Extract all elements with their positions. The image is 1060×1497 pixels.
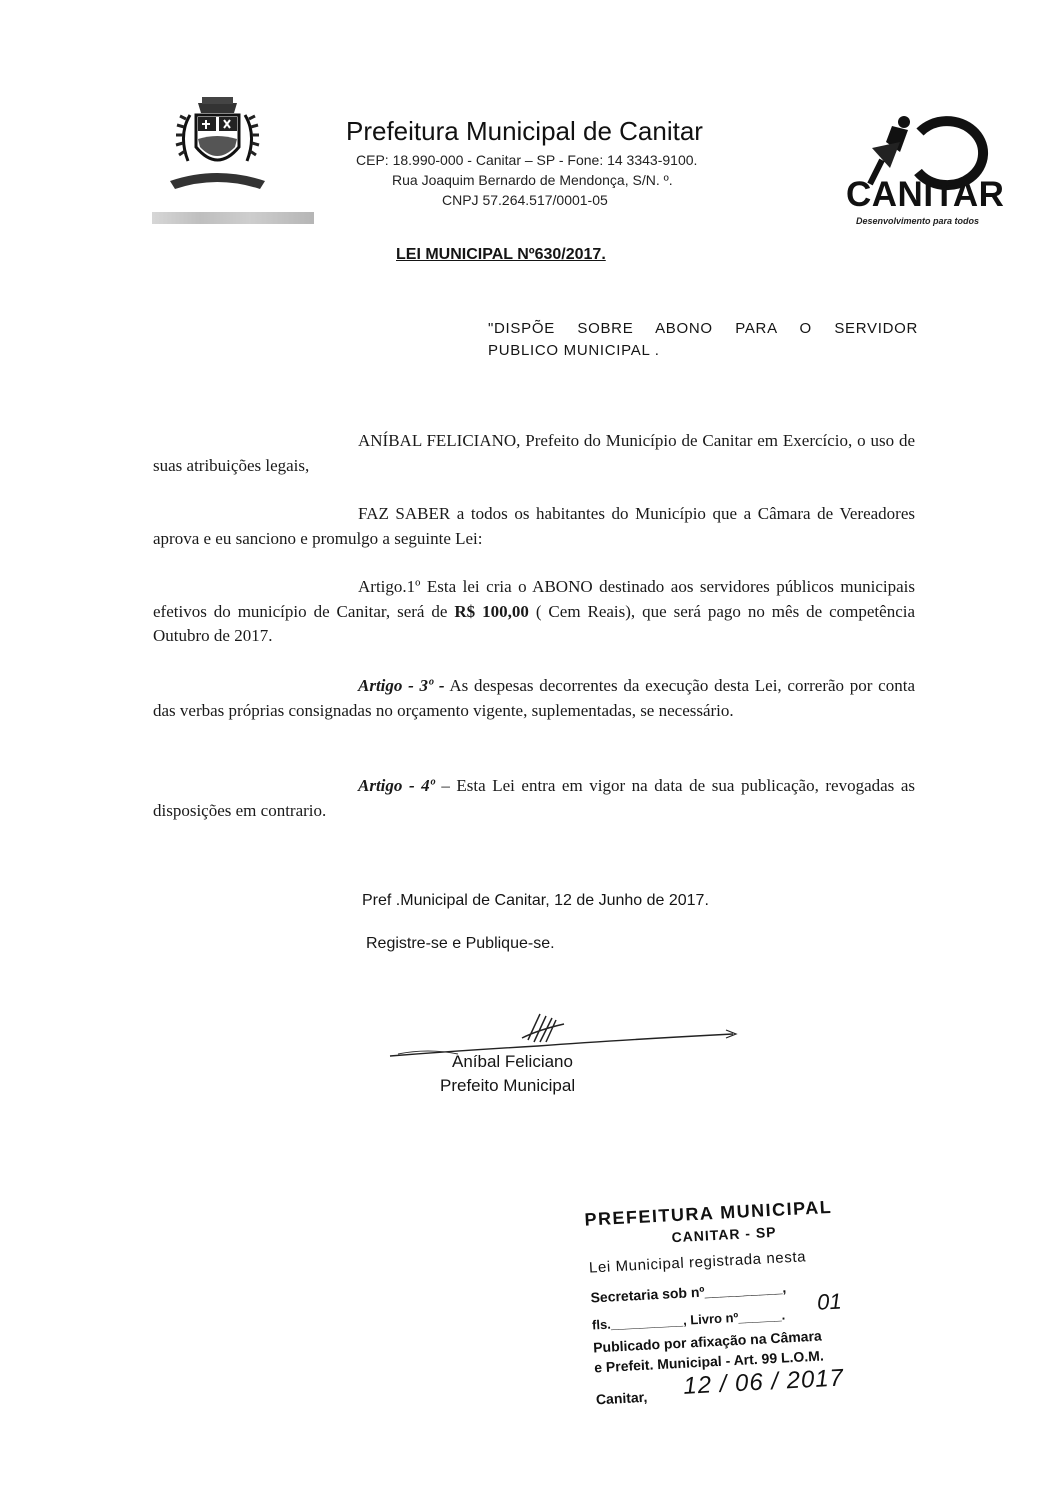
article-1-value: R$ 100,00 (454, 601, 529, 621)
header-address: Rua Joaquim Bernardo de Mendonça, S/N. º. (392, 172, 673, 188)
canitar-tagline: Desenvolvimento para todos (856, 216, 980, 226)
signer-name: Aníbal Feliciano (452, 1052, 573, 1071)
article-1-paragraph (153, 575, 915, 649)
intro-paragraph (153, 429, 915, 478)
article-3-label: Artigo - 3º - (358, 676, 445, 695)
registration-stamp (580, 1193, 912, 1439)
article-4-paragraph (153, 774, 915, 823)
article-1-text-b: ( Cem Reais), que será pago no mês de competência Outubro de 2017. (153, 601, 916, 645)
stamp-city: CANITAR - SP (671, 1223, 777, 1246)
article-1-text-a: Artigo.1º Esta lei cria o ABONO destinado aos servidores públicos municipais efetivos do município de Canitar, será de (153, 577, 915, 621)
stamp-heading: PREFEITURA MUNICIPAL (583, 1196, 833, 1230)
scan-artifact-bar (152, 212, 314, 224)
date-line: Pref .Municipal de Canitar, 12 de Junho de 2017. (362, 892, 709, 909)
signer-title: Prefeito Municipal (440, 1076, 576, 1095)
intro-text: ANÍBAL FELICIANO, Prefeito do Município de Canitar em Exercício, o uso de suas atribuições legais, (153, 431, 915, 475)
article-4-label: Artigo - 4º (358, 776, 435, 795)
stamp-line-article: e Prefeit. Municipal - Art. 99 L.O.M. (593, 1347, 825, 1376)
stamp-line-registered: Lei Municipal registrada nesta (588, 1248, 807, 1277)
article-3-paragraph (153, 674, 915, 723)
municipal-coat-of-arms (160, 95, 275, 195)
law-ementa (488, 318, 918, 362)
ementa-line-2: PUBLICO MUNICIPAL . (488, 342, 660, 359)
stamp-line-folios-book: fls.__________, Livro nº______. (591, 1307, 786, 1333)
stamp-handwritten-date: 12 / 06 / 2017 (682, 1364, 845, 1400)
stamp-line-published: Publicado por afixação na Câmara (592, 1327, 823, 1356)
article-3-text: As despesas decorrentes da execução desta Lei, correrão por conta das verbas próprias consignadas no orçamento vigente, suplementadas, se necessário. (153, 676, 916, 720)
faz-saber-text: FAZ SABER a todos os habitantes do Município que a Câmara de Vereadores aprova e eu sanciono e promulgo a seguinte Lei: (153, 504, 915, 548)
canitar-wordmark: CANITAR (846, 175, 1005, 214)
header-cep-phone: CEP: 18.990-000 - Canitar – SP - Fone: 14 3343-9100. (356, 152, 698, 168)
stamp-line-secretaria: Secretaria sob nº__________, (590, 1279, 787, 1306)
register-publish-line: Registre-se e Publique-se. (366, 935, 555, 952)
ementa-line-1: "DISPÕE SOBRE ABONO PARA O SERVIDOR (488, 320, 918, 337)
law-number-title: LEI MUNICIPAL Nº630/2017. (396, 246, 606, 263)
faz-saber-paragraph (153, 502, 915, 551)
article-4-text: – Esta Lei entra em vigor na data de sua publicação, revogadas as disposições em contrario. (153, 776, 915, 820)
stamp-line-canitar: Canitar, (595, 1388, 648, 1408)
municipality-title: Prefeitura Municipal de Canitar (346, 116, 703, 146)
header-cnpj: CNPJ 57.264.517/0001-05 (442, 192, 608, 208)
stamp-handwritten-book-number: 01 (816, 1288, 843, 1315)
